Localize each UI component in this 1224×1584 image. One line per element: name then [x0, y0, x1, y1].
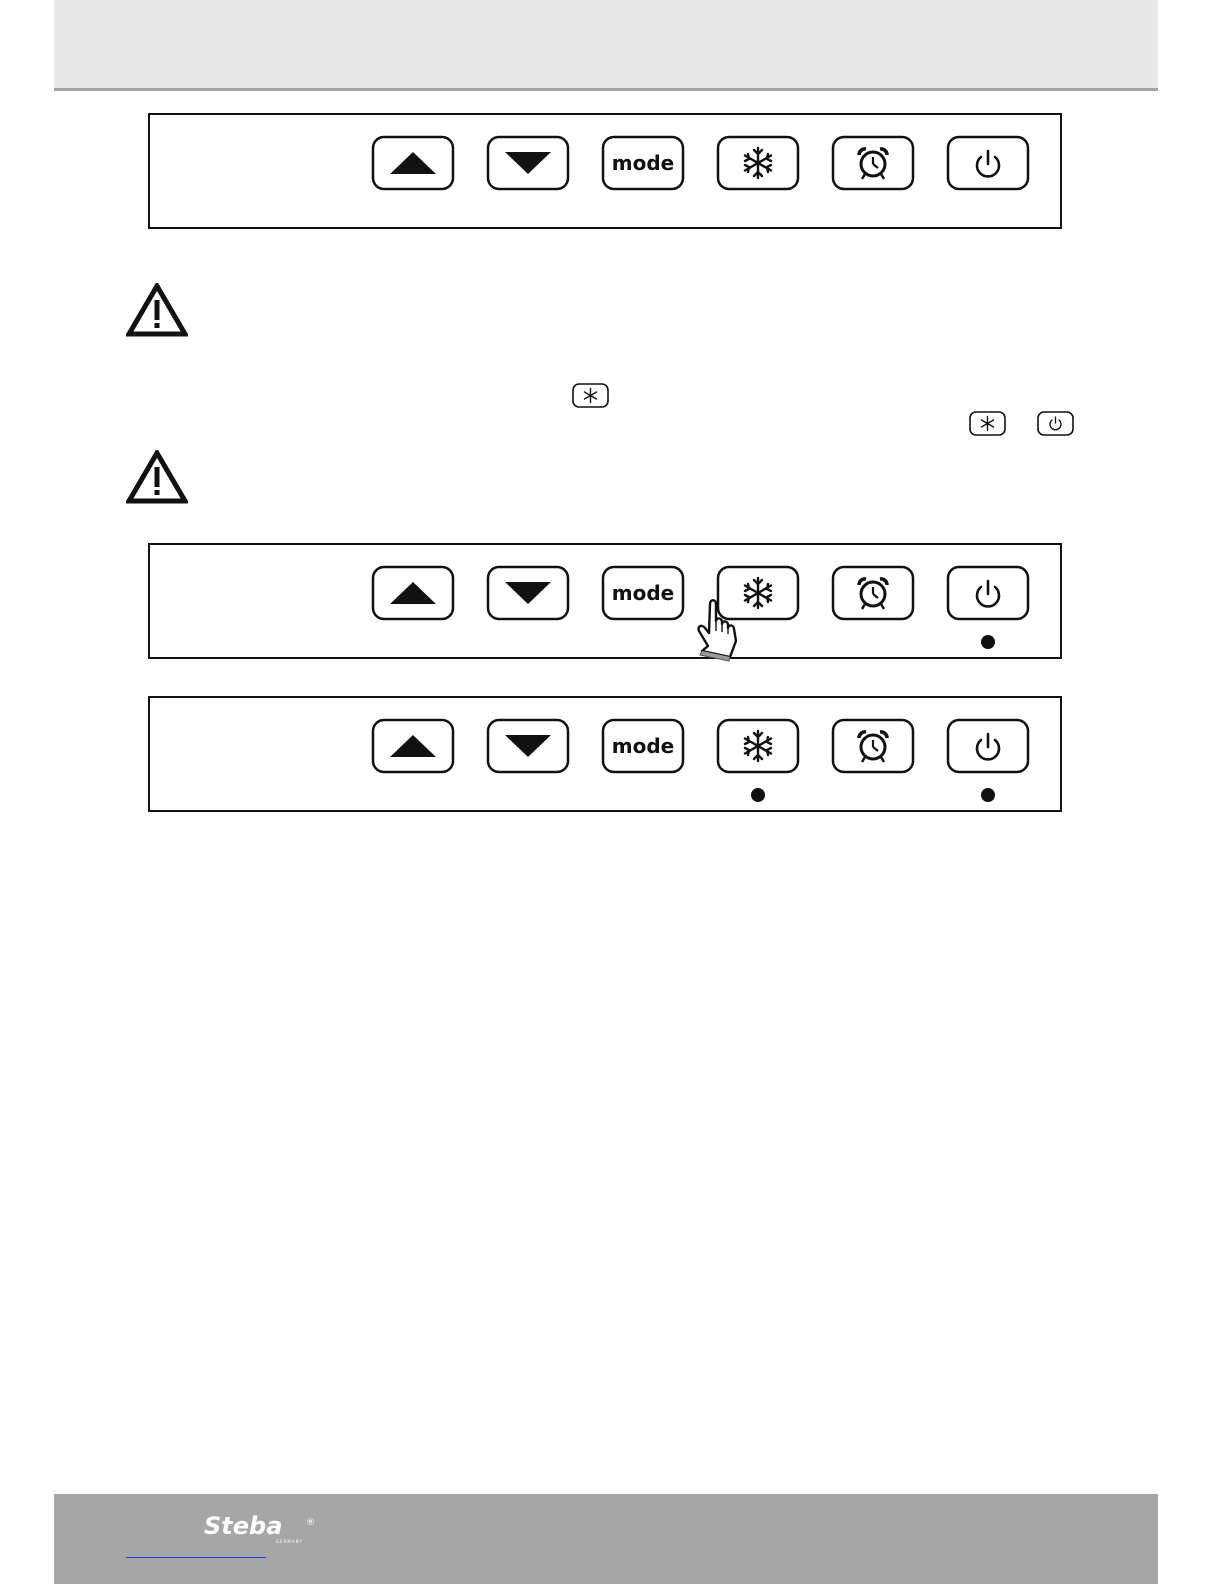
inline-power-key	[1037, 411, 1075, 437]
timer-button[interactable]	[833, 137, 913, 189]
warning-triangle-icon	[126, 450, 188, 504]
mode-button[interactable]	[603, 720, 683, 772]
power-indicator-dot	[981, 788, 995, 802]
brand-wordmark: Steba	[204, 1514, 283, 1540]
cooling-button[interactable]	[718, 137, 798, 189]
mode-button-label: mode	[611, 581, 675, 605]
mode-button-label: mode	[611, 151, 675, 175]
brand-registered-mark: ®	[306, 1518, 315, 1528]
down-button[interactable]	[488, 137, 568, 189]
up-button[interactable]	[373, 567, 453, 619]
cooling-indicator-dot	[751, 788, 765, 802]
mode-button-label: mode	[611, 734, 675, 758]
cooling-button[interactable]	[718, 720, 798, 772]
inline-cooling-key	[572, 383, 610, 409]
power-button[interactable]	[948, 720, 1028, 772]
timer-button[interactable]	[833, 720, 913, 772]
power-indicator-dot	[981, 635, 995, 649]
footer-link-underline[interactable]	[126, 1557, 266, 1558]
up-button[interactable]	[373, 720, 453, 772]
down-button[interactable]	[488, 567, 568, 619]
steba-logo	[204, 1514, 324, 1546]
control-panel-diagram	[150, 115, 1064, 231]
inline-cooling-key	[969, 411, 1007, 437]
power-button[interactable]	[948, 137, 1028, 189]
mode-button[interactable]	[603, 137, 683, 189]
page-header-band	[54, 0, 1158, 91]
control-panel-cooling-on	[148, 696, 1062, 812]
control-panel-diagram	[150, 698, 1064, 814]
brand-tagline: GERMANY	[276, 1539, 304, 1544]
control-panel-overview	[148, 113, 1062, 229]
up-button[interactable]	[373, 137, 453, 189]
power-button[interactable]	[948, 567, 1028, 619]
mode-button[interactable]	[603, 567, 683, 619]
cooling-button[interactable]	[718, 567, 798, 619]
down-button[interactable]	[488, 720, 568, 772]
timer-button[interactable]	[833, 567, 913, 619]
warning-triangle-icon	[126, 283, 188, 337]
control-panel-press-cooling	[148, 543, 1062, 659]
control-panel-diagram	[150, 545, 1064, 661]
